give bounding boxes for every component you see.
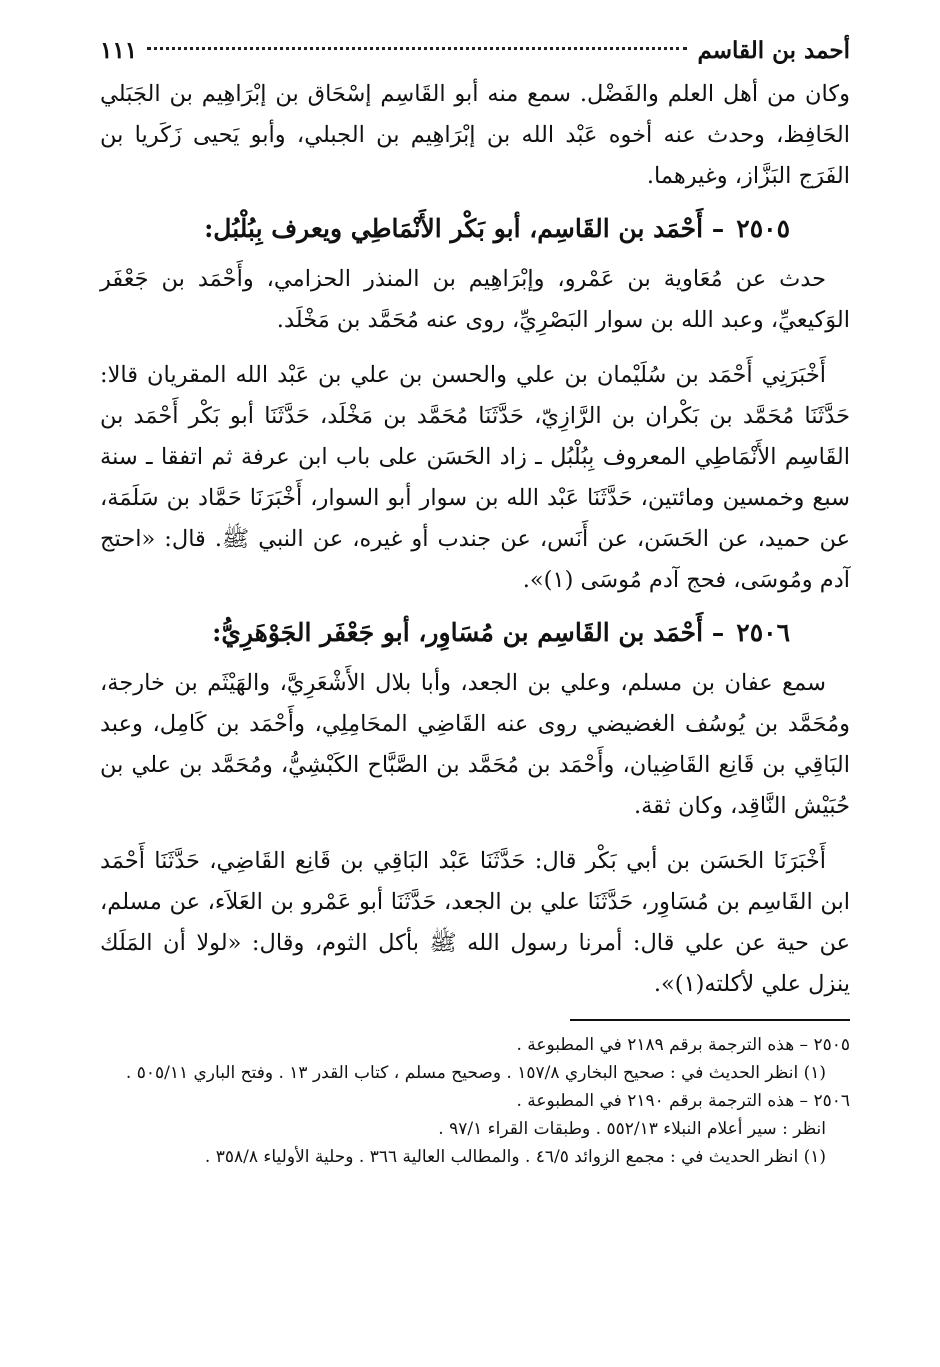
entry-2505 (100, 207, 850, 601)
entry-heading (100, 611, 850, 655)
opening-paragraph: وكان من أهل العلم والفَضْل. سمع منه أبو القَاسِم إسْحَاق بن إبْرَاهِيم بن الجَبَلي الحَافِظ، وحدث عنه أخوه عَبْد الله بن إبْرَاهِيم بن الجبلي، وأبو يَحيى زَكَريا بن الفَرَج البَزَّاز، وغيرهما. (100, 81, 850, 189)
book-page (100, 28, 850, 1171)
entry-number: ٢٥٠٦ (736, 618, 790, 647)
footnote-line: ٢٥٠٦ – هذه الترجمة برقم ٢١٩٠ في المطبوعة . (516, 1091, 850, 1111)
running-title: أحمد بن القاسم (697, 37, 850, 64)
footnote-line: انظر : سير أعلام النبلاء ٥٥٢/١٣ . وطبقات القراء ٩٧/١ . (438, 1119, 826, 1139)
entry-bio: سمع عفان بن مسلم، وعلي بن الجعد، وأبا بلال الأَشْعَرِيَّ، والهَيْثَم بن خارجة، ومُحَمَّد بن يُوسُف الغضيضي روى عنه القَاضِي المحَامِلِي، وأَحْمَد بن كَامِل، وعبد البَاقِي بن قَانِع القَاضِيان، وأَحْمَد بن مُحَمَّد بن الصَّبَّاح الكَبْشِيُّ، ومُحَمَّد بن علي بن حُبَيْش النَّاقِد، وكان ثقة. (100, 670, 850, 819)
entry-hadith: أَخْبَرَنَا الحَسَن بن أبي بَكْر قال: حَدَّثَنَا عَبْد البَاقِي بن قَانِع القَاضِي، حَدَّثَنَا أَحْمَد ابن القَاسِم بن مُسَاوِر، حَدَّثَنَا علي بن الجعد، حَدَّثَنَا أبو عَمْرو بن العَلاَء، عن مسلم، عن حية عن علي قال: أمرنا رسول الله ﷺ بأكل الثوم، وقال: «لولا أن المَلَك ينزل علي لأكلته(١)». (100, 848, 850, 997)
footnote-line: (١) انظر الحديث في : صحيح البخاري ١٥٧/٨ . وصحيح مسلم ، كتاب القدر ١٣ . وفتح الباري ٥٠٥/١١ . (125, 1063, 826, 1083)
header-dot-leader (147, 47, 687, 50)
entry-hadith: أَخْبَرَنِي أَحْمَد بن سُلَيْمان بن علي والحسن بن علي بن عَبْد الله المقريان قالا: حَدَّثَنَا مُحَمَّد بن بَكْران بن الرَّازِيّ، حَدَّثَنَا مُحَمَّد بن مَخْلَد، حَدَّثَنَا أبو بَكْر أَحْمَد بن القَاسِم الأَنْمَاطِي المعروف بِبُلْبُل ـ زاد الحَسَن على باب ابن عرفة ثم اتفقا ـ سنة سبع وخمسين ومائتين، حَدَّثَنَا عَبْد الله بن سوار أبو السوار، أَخْبَرَنَا حَمَّاد بن سَلَمَة، عن حميد، عن الحَسَن، عن أَنَس، عن جندب أو غيره، عن النبي ﷺ. قال: «احتج آدم ومُوسَى، فحج آدم مُوسَى (١)». (100, 362, 850, 593)
footnote-line: ٢٥٠٥ – هذه الترجمة برقم ٢١٨٩ في المطبوعة . (516, 1035, 850, 1055)
entry-bio: حدث عن مُعَاوية بن عَمْرو، وإبْرَاهِيم بن المنذر الحزامي، وأَحْمَد بن جَعْفَر الوَكيعيِّ، وعبد الله بن سوار البَصْرِيِّ، روى عنه مُحَمَّد بن مَخْلَد. (100, 266, 850, 333)
entry-heading (100, 207, 850, 251)
running-header (100, 28, 850, 74)
entry-title: – أَحْمَد بن القَاسِم، أبو بَكْر الأَنْمَاطِي ويعرف بِبُلْبُل: (204, 214, 725, 243)
entry-title: – أَحْمَد بن القَاسِم بن مُسَاوِر، أبو جَعْفَر الجَوْهَرِيُّ: (212, 618, 725, 647)
footnote-line: (١) انظر الحديث في : مجمع الزوائد ٤٦/٥ . والمطالب العالية ٣٦٦ . وحلية الأولياء ٣٥٨/٨ . (204, 1147, 826, 1167)
entry-number: ٢٥٠٥ (736, 214, 790, 243)
entry-2506 (100, 611, 850, 1005)
page-number: ١١١ (100, 37, 138, 64)
footnotes (100, 1031, 850, 1171)
footnote-rule (570, 1019, 850, 1021)
